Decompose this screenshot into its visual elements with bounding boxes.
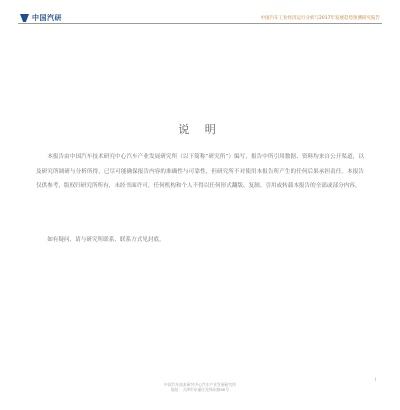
section-title: 说 明 xyxy=(178,123,222,136)
footer-line: 中国汽车技术研究中心汽车产业发展研究所 xyxy=(163,382,237,387)
footer-line: 地址：天津市东丽区先锋东路68号 xyxy=(171,387,229,392)
header-divider xyxy=(18,23,382,24)
body-paragraph: 本报告由中国汽车技术研究中心汽车产业发展研究所（以下简称“研究所”）编写，报告中所引用数据、资料均来自公开渠道，以及研究所调研与分析所得，已尽可能确保报告内容的准确性与可靠性，但研究所不对使用本报告所产生的任何后果承担责任。本报告仅供参考，版权归研究所所有，未经书面许可，任何机构和个人不得以任何形式翻版、复制、引用或转载本报告的全部或部分内容。 xyxy=(36,154,364,189)
logo-text: 中国汽研 xyxy=(32,14,62,22)
page-footer xyxy=(0,382,400,392)
logo xyxy=(20,13,62,23)
page-header xyxy=(0,0,400,30)
header-title: 中国汽车工业经济运行分析与2017年发展趋势预测研究报告 xyxy=(260,16,380,21)
body-paragraph-contact: 如有疑问，请与研究所联系，联系方式见封底。 xyxy=(47,237,165,243)
page-number: I xyxy=(374,377,376,382)
logo-mark-icon xyxy=(20,14,29,22)
